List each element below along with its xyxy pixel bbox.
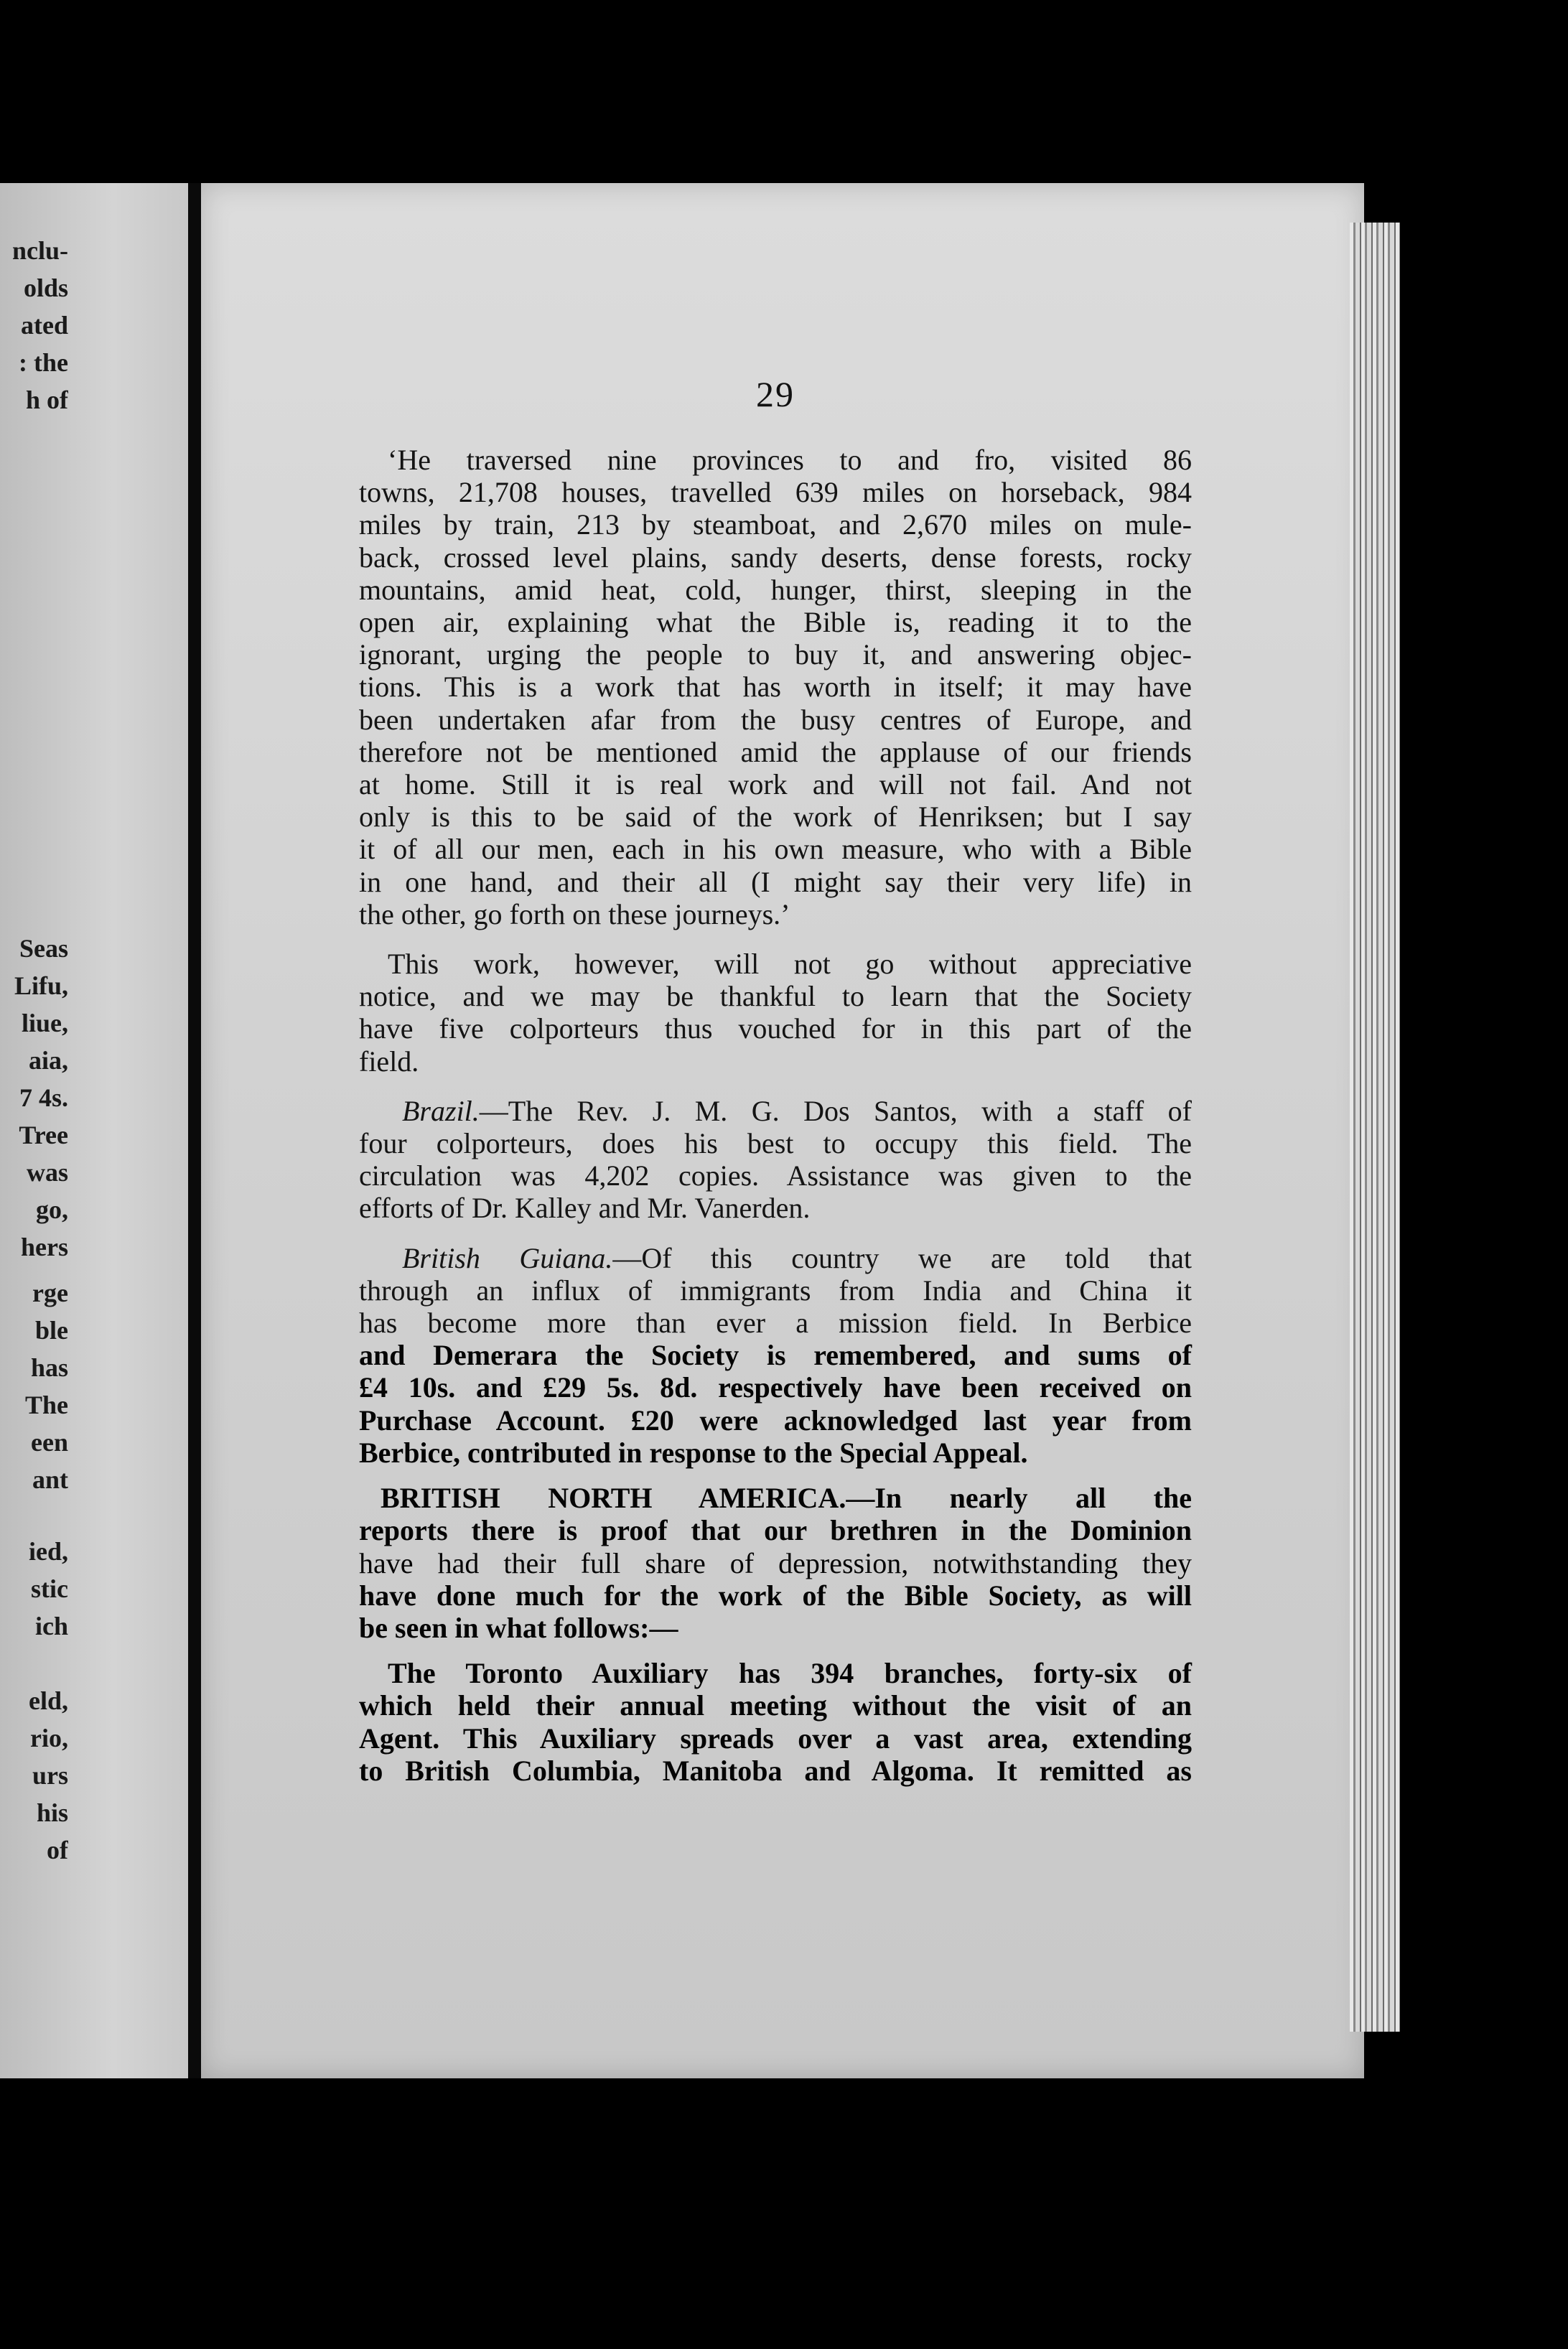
section-heading-british-north-america: BRITISH NORTH AMERICA.: [381, 1482, 846, 1515]
paragraph-quote: [359, 444, 1192, 930]
left-fragment: has: [30, 1353, 68, 1382]
section-lead-british-guiana: British Guiana.: [402, 1241, 613, 1274]
text-line: only is this to be said of the work of Henriksen; but I say: [359, 800, 1192, 833]
text-line: Purchase Account. £20 were acknowledged last year from: [359, 1404, 1192, 1437]
text-line: miles by train, 213 by steamboat, and 2,670 miles on mule-: [359, 508, 1192, 541]
left-fragment: een: [31, 1428, 68, 1457]
text-line: circulation was 4,202 copies. Assistance was given to the: [359, 1159, 1192, 1192]
left-page-fragments-top: [0, 232, 68, 419]
text-line: tions. This is a work that has worth in itself; it may have: [359, 671, 1192, 704]
left-fragment: was: [26, 1158, 68, 1187]
left-fragment: go,: [36, 1195, 68, 1224]
left-fragment: : the: [19, 348, 68, 377]
left-fragment: The: [24, 1391, 68, 1419]
text-line: has become more than ever a mission field. In Berbice: [359, 1307, 1192, 1340]
left-fragment: eld,: [28, 1686, 68, 1715]
left-fragment: nclu-: [11, 236, 68, 265]
left-fragment: rio,: [30, 1724, 68, 1752]
page-edges: [1350, 223, 1400, 2032]
text-line: four colporteurs, does his best to occupy this field. The: [359, 1127, 1192, 1160]
left-fragment: Lifu,: [14, 971, 68, 1000]
text-line: Berbice, contributed in response to the Special Appeal.: [359, 1436, 1028, 1469]
left-fragment: ich: [34, 1612, 68, 1640]
section-lead-brazil: Brazil.: [402, 1094, 480, 1127]
text-line: and Demerara the Society is remembered, and sums of: [359, 1339, 1192, 1372]
text-line: mountains, amid heat, cold, hunger, thirst, sleeping in the: [359, 573, 1192, 606]
text-line-rest: —The Rev. J. M. G. Dos Santos, with a staff of: [479, 1094, 1192, 1127]
left-fragment: rge: [32, 1279, 68, 1307]
text-line: This work, however, will not go without appreciative: [388, 948, 1192, 981]
text-line: it of all our men, each in his own measure, who with a Bible: [359, 833, 1192, 866]
paragraph-british-guiana: [359, 1242, 1192, 1469]
left-fragment: h of: [25, 386, 68, 414]
left-facing-page: [0, 183, 188, 2078]
text-line: £4 10s. and £29 5s. 8d. respectively have been received on: [359, 1371, 1192, 1404]
left-fragment: his: [36, 1798, 68, 1827]
book-gutter: [188, 183, 201, 2078]
left-fragment: hers: [21, 1233, 68, 1261]
text-line: The Toronto Auxiliary has 394 branches, forty-six of: [388, 1657, 1192, 1690]
text-line: in one hand, and their all (I might say their very life) in: [359, 865, 1192, 898]
left-fragment: urs: [32, 1761, 68, 1790]
text-line: through an influx of immigrants from India and China it: [359, 1274, 1192, 1307]
text-line: towns, 21,708 houses, travelled 639 miles on horseback, 984: [359, 476, 1192, 509]
paragraph-appreciation: [359, 948, 1192, 1078]
text-line: [359, 1482, 1192, 1514]
text-line: field.: [359, 1045, 419, 1078]
paragraph-brazil: [359, 1095, 1192, 1225]
text-line: which held their annual meeting without the visit of an: [359, 1689, 1192, 1722]
text-line: to British Columbia, Manitoba and Algoma. It remitted as: [359, 1754, 1192, 1787]
text-line: the other, go forth on these journeys.’: [359, 897, 790, 930]
text-line: been undertaken afar from the busy centres of Europe, and: [359, 703, 1192, 736]
text-line-rest: —In nearly all the: [846, 1482, 1192, 1515]
left-page-fragments-lower: [0, 1274, 68, 1498]
text-line: ignorant, urging the people to buy it, and answering objec-: [359, 638, 1192, 671]
text-line: have had their full share of depression, notwithstanding they: [359, 1546, 1192, 1579]
text-line: open air, explaining what the Bible is, reading it to the: [359, 606, 1192, 639]
paragraph-british-north-america: [359, 1482, 1192, 1644]
left-fragment: ant: [32, 1465, 68, 1494]
text-line: [359, 1095, 1192, 1127]
text-line: have done much for the work of the Bible Society, as will: [359, 1579, 1192, 1612]
left-fragment: Seas: [19, 934, 68, 963]
text-line: notice, and we may be thankful to learn that the Society: [359, 980, 1192, 1013]
text-line: be seen in what follows:—: [359, 1611, 678, 1644]
left-fragment: stic: [31, 1574, 68, 1603]
text-line: efforts of Dr. Kalley and Mr. Vanerden.: [359, 1192, 811, 1225]
text-line-rest: —Of this country we are told that: [612, 1241, 1192, 1274]
text-line: have five colporteurs thus vouched for in this part of the: [359, 1012, 1192, 1045]
text-line: back, crossed level plains, sandy deserts, dense forests, rocky: [359, 541, 1192, 574]
left-page-fragments-middle: [0, 930, 68, 1266]
left-fragment: ated: [21, 311, 68, 340]
left-fragment: aia,: [28, 1046, 68, 1075]
left-fragment: ied,: [28, 1537, 68, 1566]
page-text: [359, 444, 1192, 1787]
text-line: Agent. This Auxiliary spreads over a vast area, extending: [359, 1722, 1192, 1755]
text-line: reports there is proof that our brethren in the Dominion: [359, 1514, 1192, 1547]
text-line: ‘He traversed nine provinces to and fro, visited 86: [388, 444, 1192, 476]
left-fragment: olds: [23, 274, 68, 302]
left-fragment: of: [47, 1836, 68, 1864]
text-line: therefore not be mentioned amid the applause of our friends: [359, 735, 1192, 768]
left-fragment: Tree: [19, 1121, 68, 1149]
left-fragment: liue,: [21, 1009, 68, 1037]
page-number: 29: [756, 374, 795, 414]
left-fragment: 7 4s.: [19, 1083, 68, 1112]
text-line: at home. Still it is real work and will not fail. And not: [359, 768, 1192, 801]
text-line: [359, 1242, 1192, 1274]
paragraph-toronto: [359, 1657, 1192, 1787]
left-fragment: ble: [34, 1316, 68, 1345]
left-page-fragments-bottom: [0, 1533, 68, 1869]
